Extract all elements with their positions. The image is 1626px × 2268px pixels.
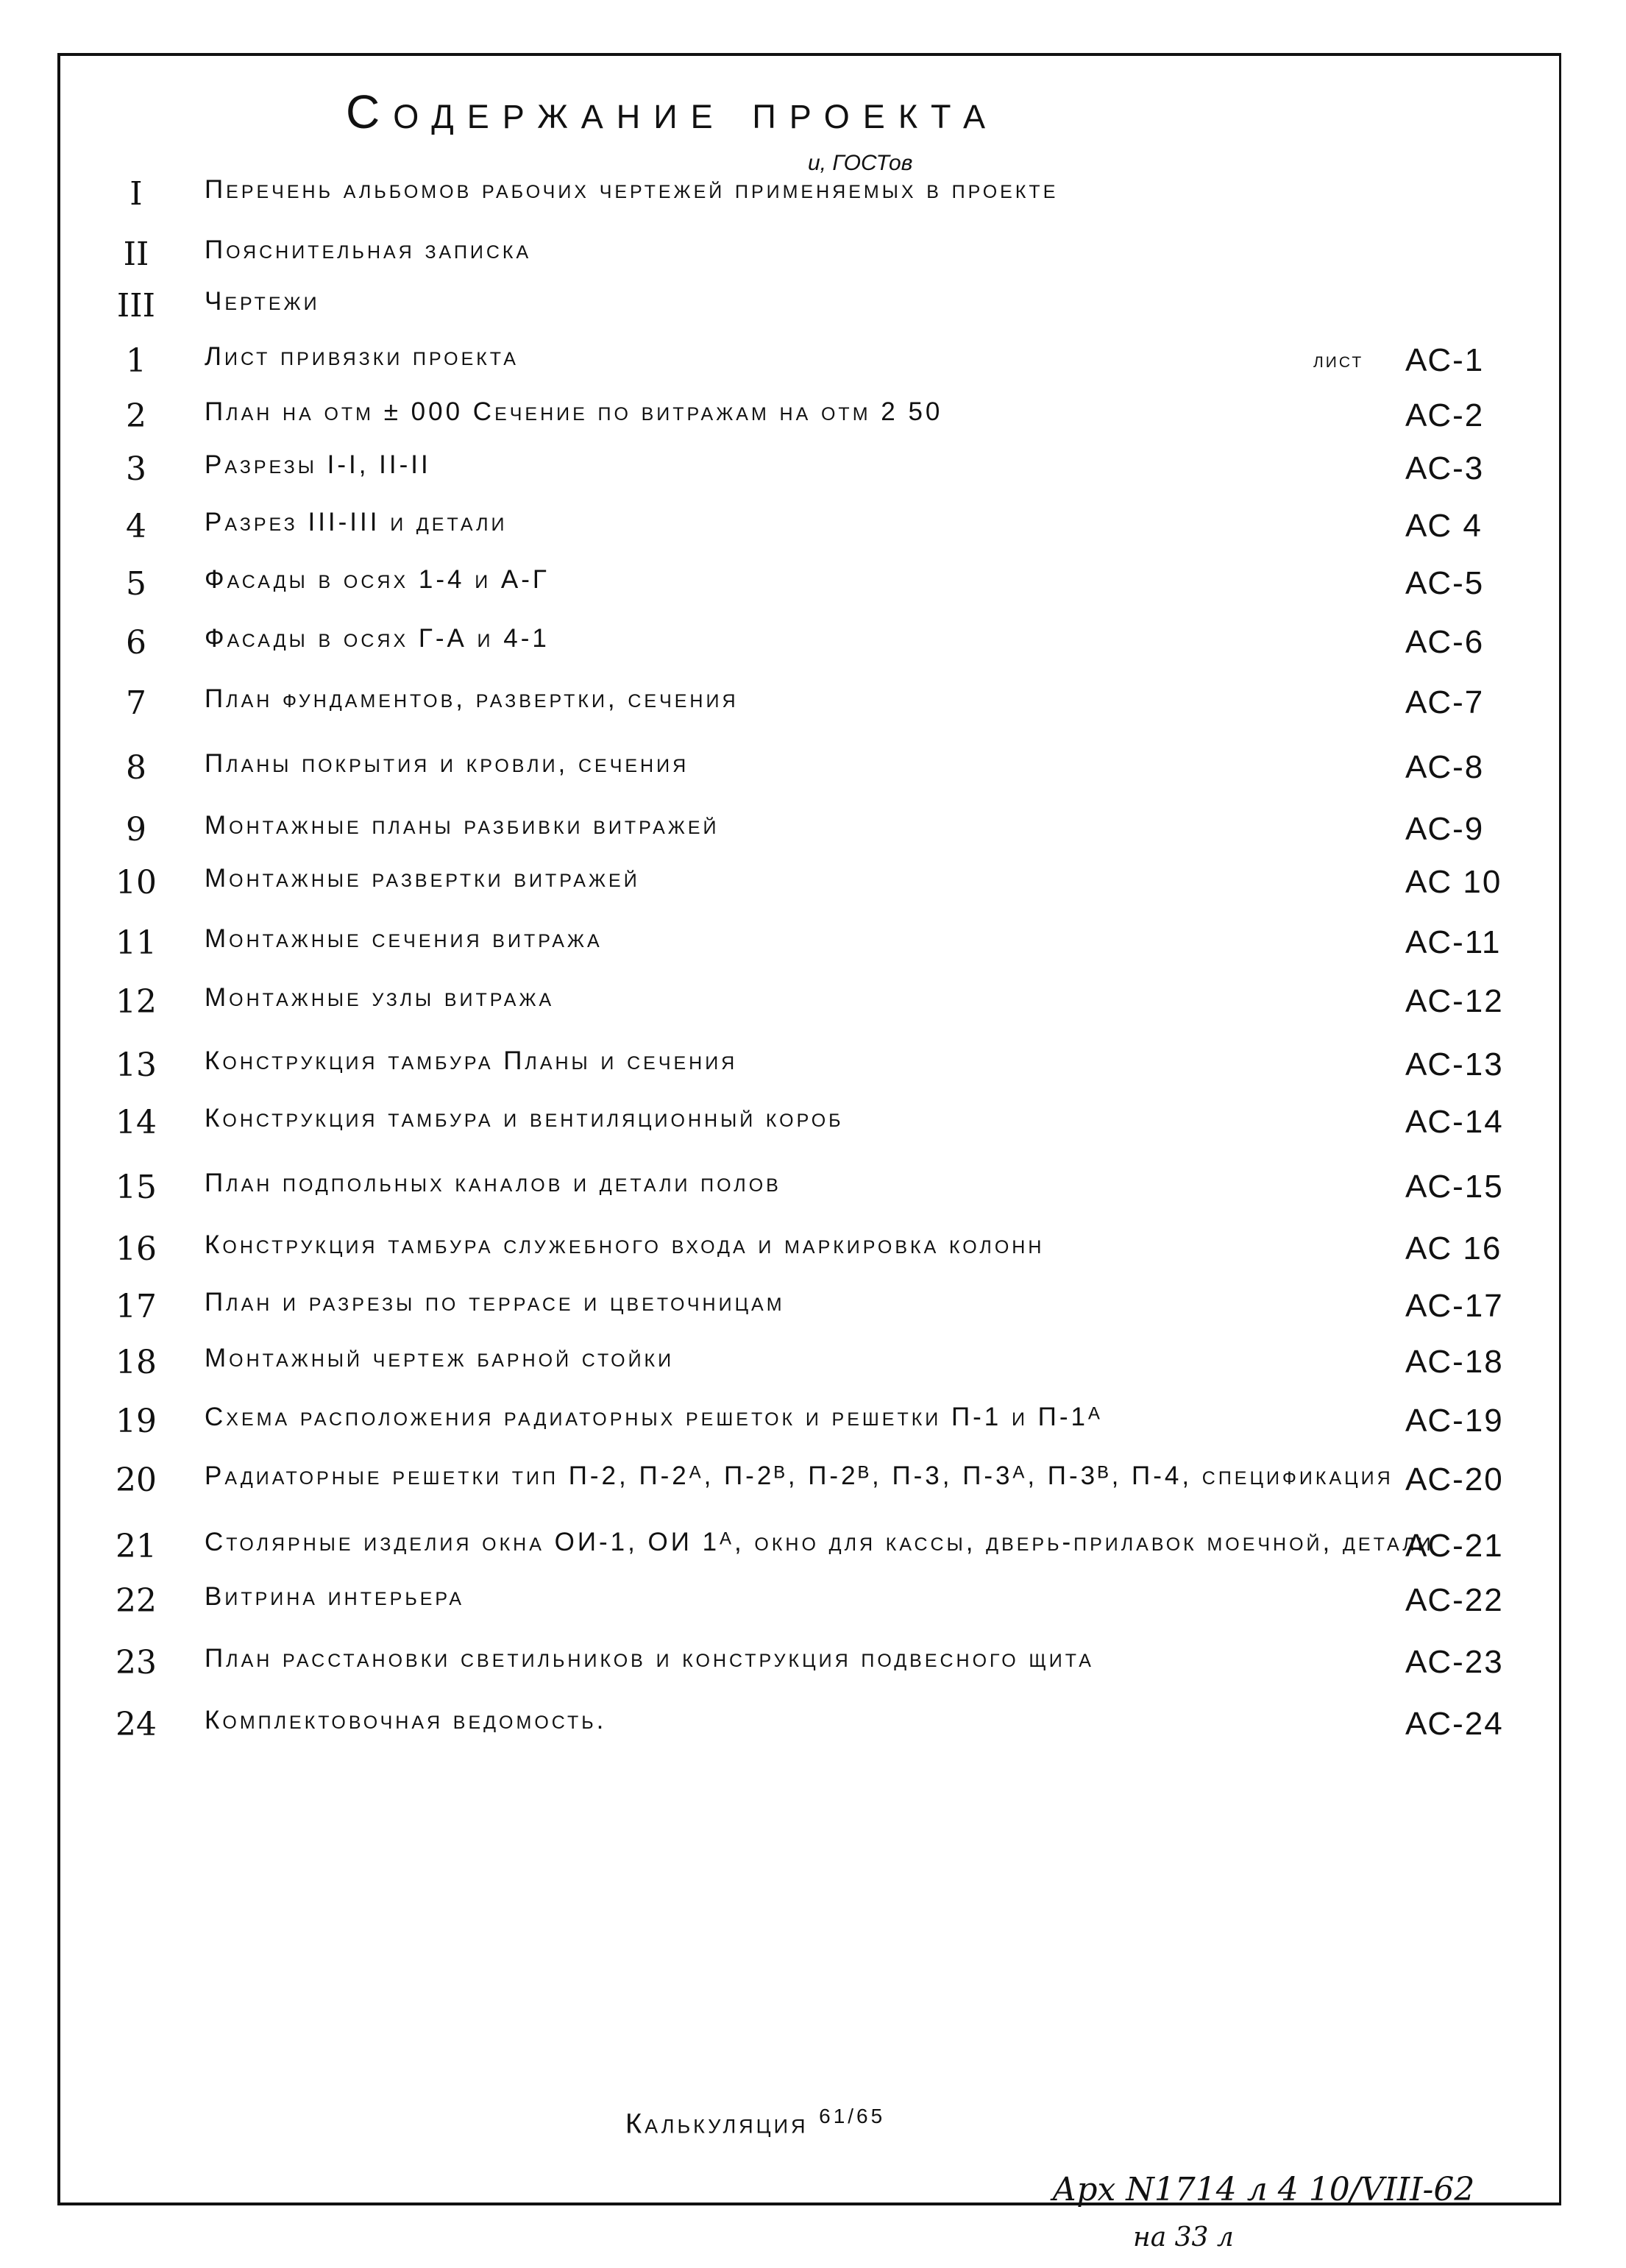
row-number: 9	[126, 811, 146, 848]
drawing-row	[0, 450, 1626, 495]
row-number: 4	[126, 508, 146, 545]
sheet-code: АС 10	[1405, 864, 1502, 900]
sheet-code: АС-6	[1405, 624, 1485, 660]
row-title: План фундаментов, развертки, сечения	[205, 684, 739, 713]
drawing-row	[0, 1169, 1626, 1213]
row-title: Разрез III-III и детали	[205, 508, 508, 536]
row-number: 5	[126, 565, 146, 603]
row-title: Лист привязки проекта	[205, 342, 519, 371]
row-number: 7	[126, 684, 146, 722]
sheet-code: АС-18	[1405, 1344, 1504, 1380]
row-number: 22	[116, 1582, 157, 1620]
section-row	[0, 235, 1626, 280]
drawing-row	[0, 1230, 1626, 1275]
section-row	[0, 287, 1626, 331]
sheet-code: АС-22	[1405, 1582, 1504, 1618]
sheet-code: АС-19	[1405, 1403, 1504, 1439]
row-number: 24	[116, 1706, 157, 1743]
row-title: Конструкция тамбура Планы и сечения	[205, 1046, 738, 1075]
drawing-row	[0, 342, 1626, 386]
row-title: Фасады в осях Г-А и 4-1	[205, 624, 550, 653]
drawing-row	[0, 749, 1626, 793]
drawing-row	[0, 624, 1626, 668]
row-number: I	[129, 175, 143, 213]
row-title: Конструкция тамбура служебного входа и маркировка колонн	[205, 1230, 1045, 1259]
row-number: 23	[116, 1644, 157, 1681]
calculation-value: 61/65	[819, 2105, 886, 2127]
calculation-label: Калькуляция	[625, 2108, 809, 2140]
row-title: Монтажный чертеж барной стойки	[205, 1344, 675, 1372]
row-number: 14	[116, 1104, 157, 1141]
row-title: Столярные изделия окна ОИ-1, ОИ 1ᴬ, окно для кассы, дверь-прилавок моечной, детали	[205, 1528, 1434, 1556]
row-title: Схема расположения радиаторных решеток и решетки П-1 и П-1ᴬ	[205, 1403, 1103, 1431]
row-title: Монтажные узлы витража	[205, 983, 555, 1012]
drawing-row	[0, 1461, 1626, 1506]
drawing-row	[0, 983, 1626, 1027]
drawing-row	[0, 1046, 1626, 1091]
handwritten-insertion: и, ГОСТов	[808, 151, 913, 175]
row-title: Монтажные развертки витражей	[205, 864, 640, 893]
row-number: II	[123, 235, 149, 273]
sheet-code: АС-11	[1405, 924, 1502, 960]
row-number: 10	[116, 864, 157, 901]
sheet-code: АС-14	[1405, 1104, 1504, 1140]
row-title: Чертежи	[205, 287, 320, 316]
drawing-row	[0, 1104, 1626, 1148]
archive-sheet-count: на 33 л	[1133, 2222, 1234, 2253]
drawing-row	[0, 684, 1626, 729]
row-number: 15	[116, 1169, 157, 1206]
row-title: План расстановки светильников и конструкция подвесного щита	[205, 1644, 1094, 1673]
sheet-code: АС-23	[1405, 1644, 1504, 1680]
row-title: Разрезы I-I, II-II	[205, 450, 431, 479]
row-number: 2	[126, 397, 146, 435]
sheet-code: АС-13	[1405, 1046, 1504, 1082]
row-number: 17	[116, 1288, 157, 1325]
sheet-code: АС 16	[1405, 1230, 1502, 1266]
row-number: 18	[116, 1344, 157, 1381]
row-number: 1	[126, 342, 146, 380]
row-number: III	[116, 287, 156, 325]
row-title: План и разрезы по террасе и цветочницам	[205, 1288, 785, 1316]
row-number: 21	[116, 1528, 157, 1565]
row-title: Комплектовочная ведомость.	[205, 1706, 607, 1734]
row-title: Фасады в осях 1-4 и А-Г	[205, 565, 550, 594]
row-number: 12	[116, 983, 157, 1021]
drawing-row	[0, 864, 1626, 908]
sheet-code: АС-9	[1405, 811, 1485, 847]
drawing-row	[0, 508, 1626, 552]
row-number: 8	[126, 749, 146, 787]
sheet-code: АС-15	[1405, 1169, 1504, 1205]
row-title: План на отм ± 000 Сечение по витражам на отм 2 50	[205, 397, 943, 426]
drawing-row	[0, 397, 1626, 442]
sheet-code: АС-7	[1405, 684, 1485, 720]
row-number: 11	[116, 924, 157, 962]
sheet-code: АС-5	[1405, 565, 1485, 601]
drawing-row	[0, 1403, 1626, 1447]
row-title: Планы покрытия и кровли, сечения	[205, 749, 689, 778]
row-number: 6	[126, 624, 146, 662]
archive-note: Арх N1714 л 4 10/VIII-62	[1052, 2171, 1475, 2208]
drawing-row	[0, 1288, 1626, 1332]
row-number: 16	[116, 1230, 157, 1268]
calculation	[625, 2105, 885, 2141]
row-title: Монтажные сечения витража	[205, 924, 603, 953]
drawing-row	[0, 1528, 1626, 1572]
sheet-code: АС-2	[1405, 397, 1485, 433]
sheet-code: АС-8	[1405, 749, 1485, 785]
sheet-code: АС-12	[1405, 983, 1504, 1019]
row-title: Конструкция тамбура и вентиляционный короб	[205, 1104, 844, 1133]
row-number: 20	[116, 1461, 157, 1499]
sheet-prefix: лист	[1313, 348, 1364, 372]
row-title: План подпольных каналов и детали полов	[205, 1169, 781, 1197]
drawing-row	[0, 1644, 1626, 1688]
sheet-code: АС-1	[1405, 342, 1485, 378]
sheet-code: АС-21	[1405, 1528, 1504, 1564]
drawing-row	[0, 1344, 1626, 1388]
row-number: 13	[116, 1046, 157, 1084]
sheet-code: АС-17	[1405, 1288, 1504, 1324]
sheet-code: АС 4	[1405, 508, 1483, 544]
row-number: 19	[116, 1403, 157, 1440]
page-title: Содержание проекта	[346, 85, 999, 138]
sheet-code: АС-3	[1405, 450, 1485, 486]
row-title: Радиаторные решетки тип П-2, П-2ᴬ, П-2ᴮ, П-2ᴮ, П-3, П-3ᴬ, П-3ᴮ, П-4, спецификация	[205, 1461, 1394, 1490]
sheet-code: АС-20	[1405, 1461, 1504, 1498]
row-title: Пояснительная записка	[205, 235, 532, 264]
row-title: Монтажные планы разбивки витражей	[205, 811, 720, 840]
drawing-row	[0, 1582, 1626, 1626]
drawing-row	[0, 1706, 1626, 1750]
drawing-row	[0, 924, 1626, 968]
row-title: Витрина интерьера	[205, 1582, 465, 1611]
row-number: 3	[126, 450, 146, 488]
drawing-row	[0, 811, 1626, 855]
row-title: Перечень альбомов рабочих чертежей применяемых в проекте	[205, 175, 1059, 204]
section-row	[0, 175, 1626, 219]
sheet-code: АС-24	[1405, 1706, 1504, 1742]
drawing-row	[0, 565, 1626, 609]
